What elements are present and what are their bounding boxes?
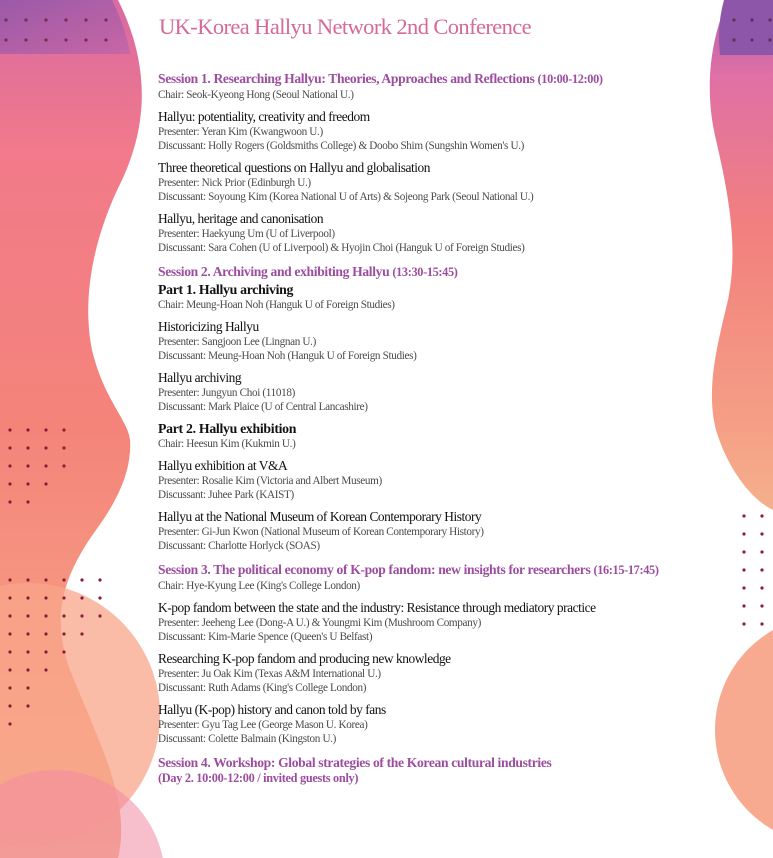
- talk-discussant: Discussant: Ruth Adams (King's College London): [158, 682, 367, 694]
- session-4: [158, 754, 738, 786]
- session-2: [158, 263, 738, 553]
- talk-discussant: Discussant: Meung-Hoan Noh (Hanguk U of Foreign Studies): [158, 350, 417, 362]
- conference-program: [158, 12, 738, 794]
- talk-discussant: Discussant: Charlotte Horlyck (SOAS): [158, 540, 320, 552]
- session-3-title: [158, 561, 738, 579]
- talk-title: Hallyu archiving: [158, 370, 242, 385]
- session-3-name: Session 3. The political economy of K-pop fandom: new insights for researchers: [158, 562, 591, 577]
- session-3-chair: Chair: Hye-Kyung Lee (King's College London): [158, 580, 360, 592]
- session-1-chair: Chair: Seok-Kyeong Hong (Seoul National U.): [158, 89, 354, 101]
- talk: [158, 457, 738, 502]
- left-top-band: [0, 0, 130, 54]
- talk-presenter: Presenter: Jungyun Choi (11018): [158, 387, 295, 399]
- session-2-name: Session 2. Archiving and exhibiting Hallyu: [158, 264, 390, 279]
- talk-presenter: Presenter: Nick Prior (Edinburgh U.): [158, 177, 311, 189]
- talk-discussant: Discussant: Juhee Park (KAIST): [158, 489, 294, 501]
- talk-title: K-pop fandom between the state and the industry: Resistance through mediatory practice: [158, 600, 596, 615]
- talk: [158, 650, 738, 695]
- session-1-time: (10:00-12:00): [537, 72, 603, 86]
- talk-title: Hallyu (K-pop) history and canon told by fans: [158, 702, 386, 717]
- talk: [158, 701, 738, 746]
- session-4-note: (Day 2. 10:00-12:00 / invited guests only): [158, 771, 359, 785]
- talk-title: Historicizing Hallyu: [158, 319, 259, 334]
- session-3-time: (16:15-17:45): [593, 563, 659, 577]
- talk-title: Three theoretical questions on Hallyu and globalisation: [158, 160, 430, 175]
- talk-presenter: Presenter: Yeran Kim (Kwangwoon U.): [158, 126, 323, 138]
- talk: [158, 210, 738, 255]
- talk-discussant: Discussant: Colette Balmain (Kingston U.): [158, 733, 336, 745]
- talk-presenter: Presenter: Haekyung Um (U of Liverpool): [158, 228, 335, 240]
- page-title: UK-Korea Hallyu Network 2nd Conference: [159, 14, 532, 39]
- talk: [158, 599, 738, 644]
- part-1-chair: Chair: Meung-Hoan Noh (Hanguk U of Foreign Studies): [158, 299, 395, 311]
- part-2-chair: Chair: Heesun Kim (Kukmin U.): [158, 438, 296, 450]
- talk-presenter: Presenter: Jeeheng Lee (Dong-A U.) & Youngmi Kim (Mushroom Company): [158, 617, 482, 629]
- talk-discussant: Discussant: Holly Rogers (Goldsmiths College) & Doobo Shim (Sungshin Women's U.): [158, 140, 525, 152]
- session-1-name: Session 1. Researching Hallyu: Theories, Approaches and Reflections: [158, 71, 535, 86]
- session-1: [158, 70, 738, 255]
- talk-presenter: Presenter: Gyu Tag Lee (George Mason U. Korea): [158, 719, 368, 731]
- talk: [158, 369, 738, 414]
- part-1-title: Part 1. Hallyu archiving: [158, 282, 294, 297]
- session-3: [158, 561, 738, 746]
- talk: [158, 108, 738, 153]
- talk-presenter: Presenter: Rosalie Kim (Victoria and Albert Museum): [158, 475, 382, 487]
- talk-title: Hallyu: potentiality, creativity and freedom: [158, 109, 370, 124]
- talk: [158, 159, 738, 204]
- talk-presenter: Presenter: Gi-Jun Kwon (National Museum of Korean Contemporary History): [158, 526, 484, 538]
- dot-grid-right-middle: [742, 514, 763, 625]
- talk-title: Hallyu exhibition at V&A: [158, 458, 288, 473]
- talk-title: Hallyu, heritage and canonisation: [158, 211, 324, 226]
- talk-presenter: Presenter: Sangjoon Lee (Lingnan U.): [158, 336, 316, 348]
- talk-title: Hallyu at the National Museum of Korean Contemporary History: [158, 509, 482, 524]
- talk-title: Researching K-pop fandom and producing new knowledge: [158, 651, 451, 666]
- talk-discussant: Discussant: Soyoung Kim (Korea National U of Arts) & Sojeong Park (Seoul National U.): [158, 191, 534, 203]
- talk: [158, 318, 738, 363]
- session-2-title: [158, 263, 738, 281]
- talk-discussant: Discussant: Sara Cohen (U of Liverpool) & Hyojin Choi (Hanguk U of Foreign Studies): [158, 242, 525, 254]
- talk-presenter: Presenter: Ju Oak Kim (Texas A&M International U.): [158, 668, 381, 680]
- session-1-title: [158, 70, 738, 88]
- talk: [158, 508, 738, 553]
- talk-discussant: Discussant: Mark Plaice (U of Central Lancashire): [158, 401, 368, 413]
- part-2-title: Part 2. Hallyu exhibition: [158, 421, 297, 436]
- talk-discussant: Discussant: Kim-Marie Spence (Queen's U Belfast): [158, 631, 373, 643]
- session-2-time: (13:30-15:45): [392, 265, 458, 279]
- session-4-title: Session 4. Workshop: Global strategies of the Korean cultural industries: [158, 755, 552, 770]
